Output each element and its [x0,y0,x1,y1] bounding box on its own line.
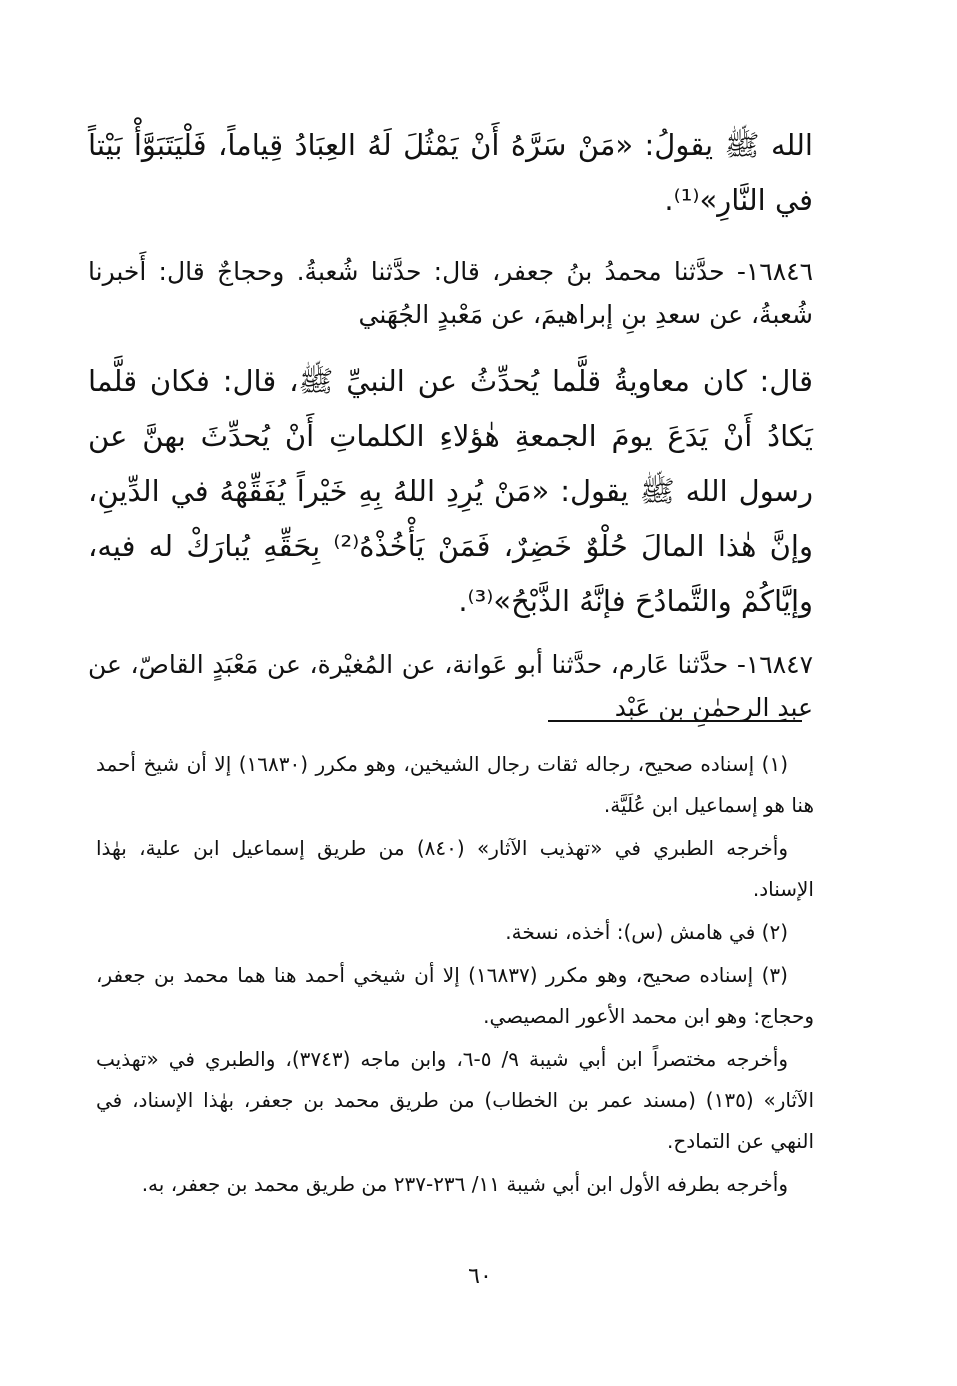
page-number: ٦٠ [468,1264,492,1289]
footnote-3-continuation-a: وأخرجه مختصراً ابن أبي شيبة ٩/ ٥-٦، وابن ماجه (٣٧٤٣)، والطبري في «تهذيب الآثار» (١٣٥) (مسند عمر بن الخطاب) من طريق محمد بن جعفر، بهٰذا الإسناد، في النهي عن التمادح. [96,1047,814,1153]
paragraph-hadith-continuation: الله ﷺ يقولُ: «مَنْ سَرَّهُ أَنْ يَمْثُلَ لَهُ العِبَادُ قِياماً، فَلْيَتَبَوَّأْ بَيْتاً في النَّارِ»⁽¹⁾. [88,128,813,217]
paragraph-hadith-text: قال: كان معاويةُ قلَّما يُحدِّثُ عن النبيِّ ﷺ، قال: فكان قلَّما يَكادُ أَنْ يَدَعَ يومَ الجمعةِ هٰؤلاءِ الكلماتِ أَنْ يُحدِّثَ بهنَّ عن رسول الله ﷺ يقول: «مَنْ يُرِدِ اللهُ بِهِ خَيْراً يُفَقِّهْهُ في الدِّينِ، وإنَّ هٰذا المالَ حُلْوٌ خَضِرٌ، فَمَنْ يَأْخُذْهُ⁽²⁾ بِحَقِّهِ يُبارَكْ له فيه، وإيَّاكُمْ والتَّمادُحَ فإنَّهُ الذَّبْحُ»⁽³⁾. [88,364,813,618]
footnote-3-continuation-b: وأخرجه بطرفه الأول ابن أبي شيبة ١١/ ٢٣٦-٢٣٧ من طريق محمد بن جعفر، به. [141,1172,788,1196]
hadith-16847-isnad: ١٦٨٤٧- حدَّثنا عَارم، حدَّثنا أبو عَوانة، عن المُغيْرة، عن مَعْبَدٍ القاصّ، عن عبدِ الرحمٰنِ بن عَبْد [88,650,813,722]
footnote-2: (٢) في هامش (س): أخذه، نسخة. [505,920,788,944]
hadith-16846-isnad: ١٦٨٤٦- حدَّثنا محمدُ بنُ جعفر، قال: حدَّثنا شُعبةُ. وحجاجٌ قال: أَخبرنا شُعبةُ، عن سعدِ بنِ إبراهيمَ، عن مَعْبدٍ الجُهَني [88,257,813,329]
footnote-divider [548,720,802,722]
footnote-1: (١) إسناده صحيح، رجاله ثقات رجال الشيخين، وهو مكرر (١٦٨٣٠) إلا أن شيخ أحمد هنا هو إسماعيل ابن عُلَيَّة. [96,752,814,817]
footnotes-section [96,744,814,1207]
footnote-3: (٣) إسناده صحيح، وهو مكرر (١٦٨٣٧) إلا أن شيخي أحمد هنا هما محمد بن جعفر، وحجاج: وهو ابن محمد الأعور المصيصي. [96,963,814,1028]
footnote-1-continuation: وأخرجه الطبري في «تهذيب الآثار» (٨٤٠) من طريق إسماعيل ابن علية، بهٰذا الإسناد. [96,836,814,901]
